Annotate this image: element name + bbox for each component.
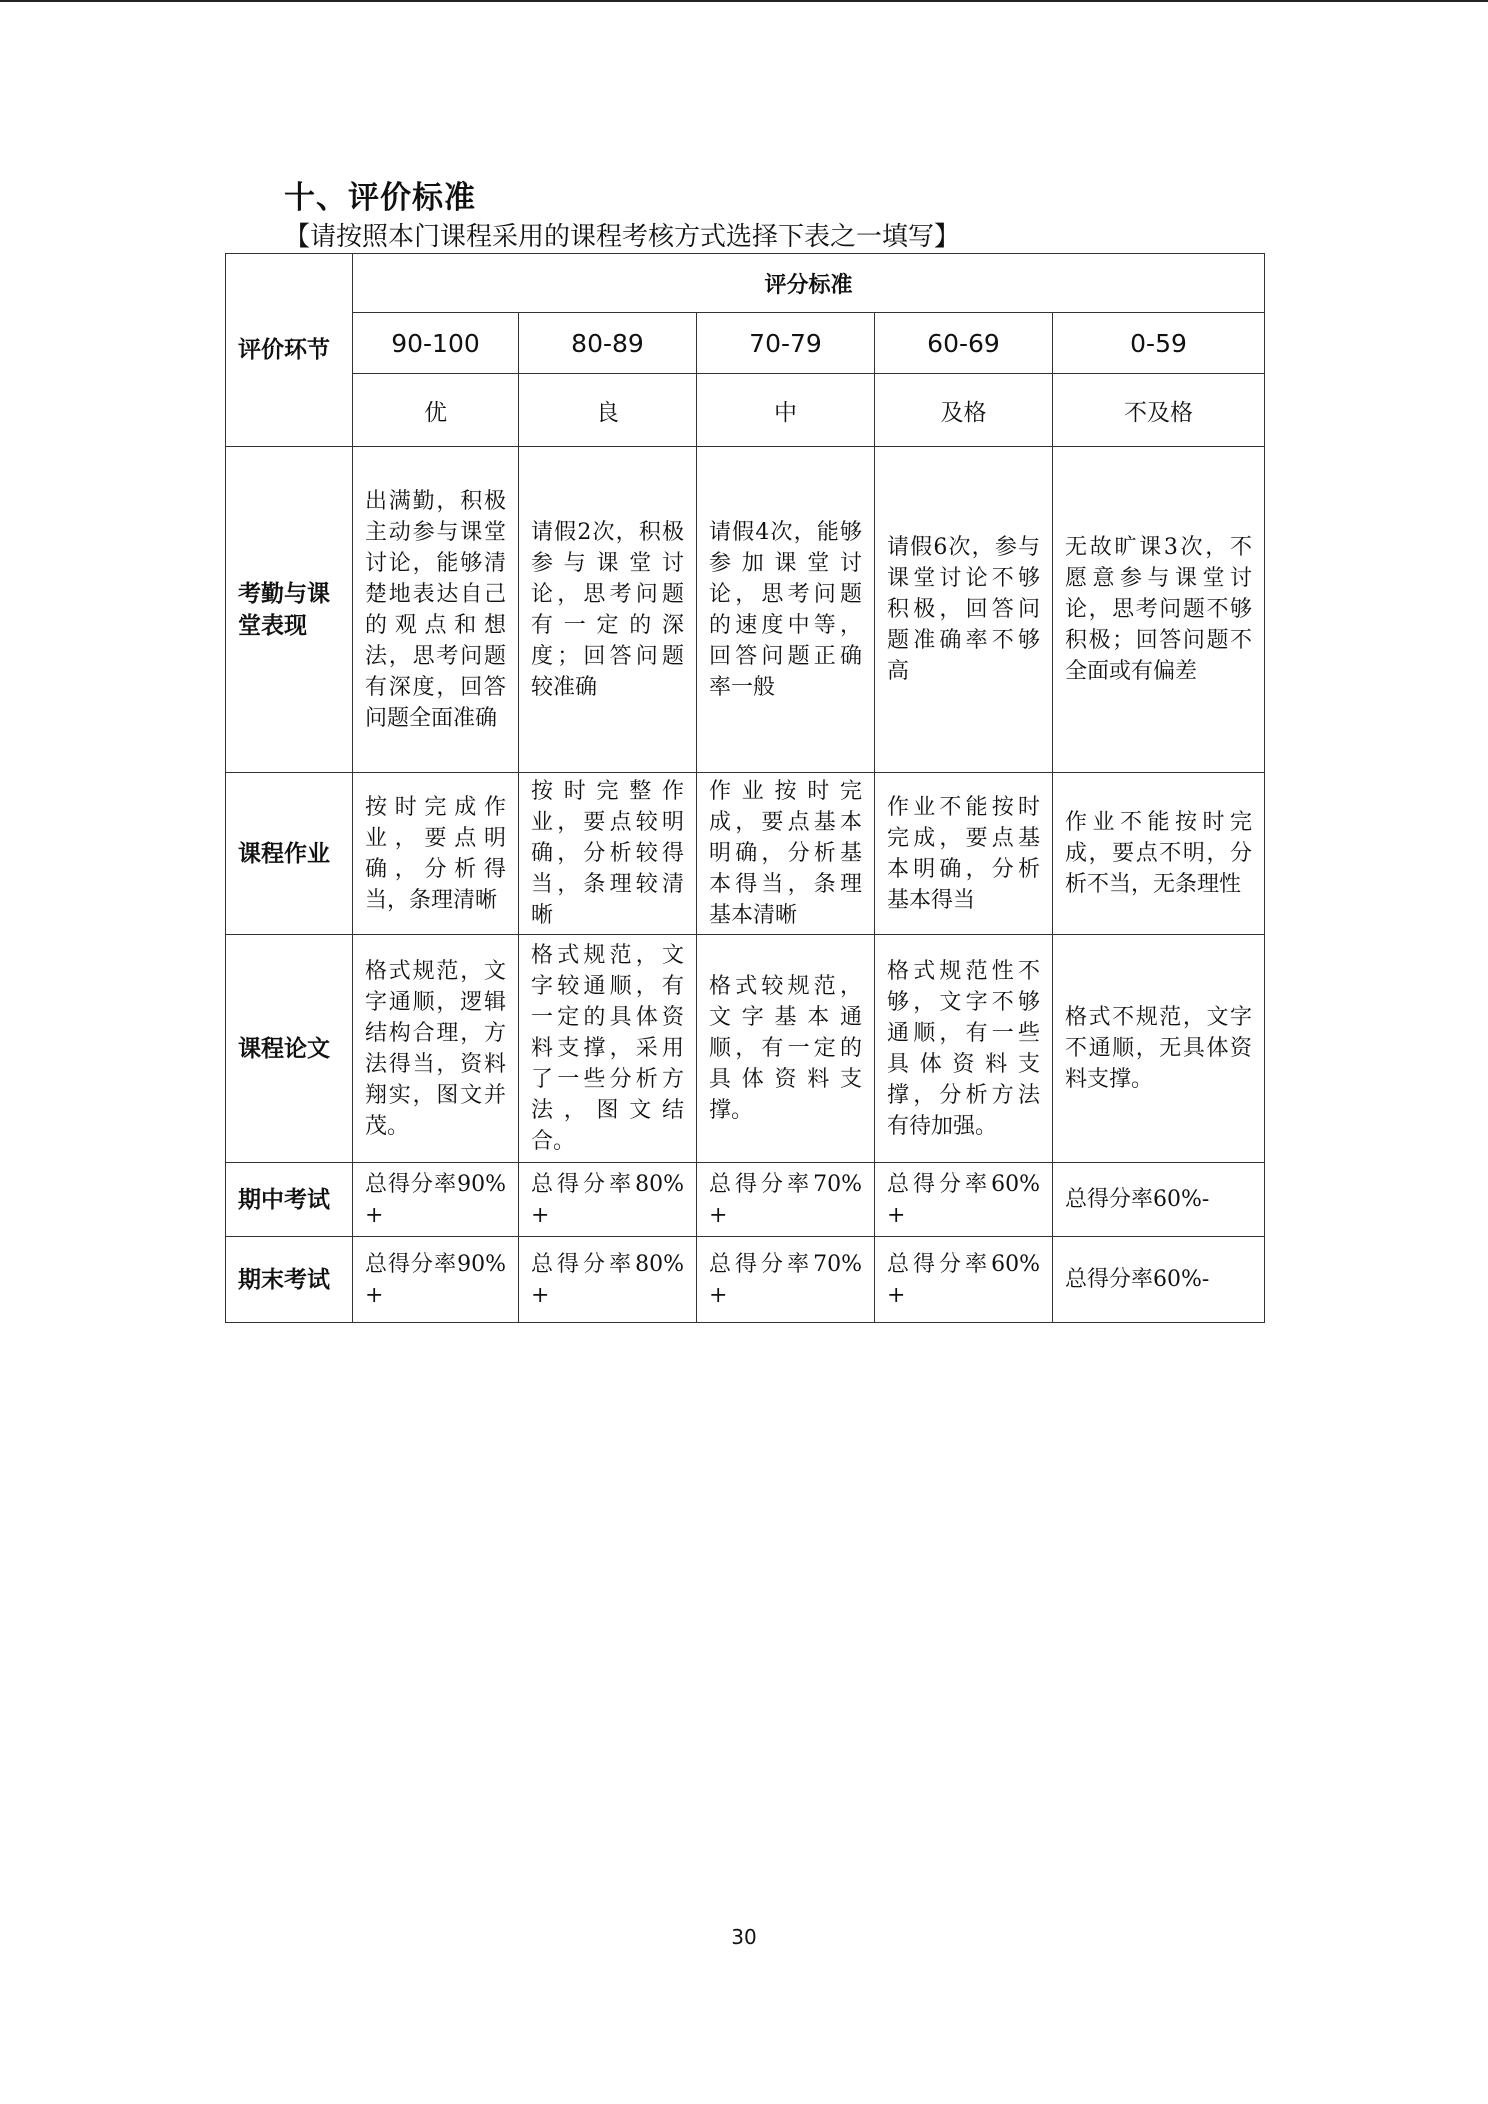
criteria-cell: 总得分率70%+	[697, 1163, 875, 1237]
criteria-cell: 作业不能按时完成，要点不明，分析不当，无条理性	[1053, 773, 1265, 935]
criteria-cell: 总得分率60%+	[875, 1163, 1053, 1237]
criteria-cell: 作业不能按时完成，要点基本明确，分析基本得当	[875, 773, 1053, 935]
section-heading: 十、评价标准	[284, 180, 476, 216]
row-label-cell: 期中考试	[226, 1163, 353, 1237]
criteria-cell: 总得分率90%+	[353, 1237, 519, 1323]
table-row	[226, 1163, 1265, 1237]
score-range-cell: 80-89	[519, 313, 697, 374]
score-range-cell: 70-79	[697, 313, 875, 374]
criteria-cell: 格式规范性不够，文字不够通顺，有一些具体资料支撑，分析方法有待加强。	[875, 935, 1053, 1163]
grade-level-cell: 中	[697, 374, 875, 447]
page-number: 30	[731, 1925, 757, 1949]
row-label-cell: 期末考试	[226, 1237, 353, 1323]
grading-criteria-table	[225, 253, 1265, 1323]
criteria-cell: 总得分率60%-	[1053, 1163, 1265, 1237]
criteria-cell: 总得分率60%+	[875, 1237, 1053, 1323]
row-label-cell: 课程作业	[226, 773, 353, 935]
row-label-cell: 课程论文	[226, 935, 353, 1163]
criteria-cell: 总得分率80%+	[519, 1163, 697, 1237]
criteria-cell: 按时完整作业，要点较明确，分析较得当，条理较清晰	[519, 773, 697, 935]
criteria-cell: 总得分率70%+	[697, 1237, 875, 1323]
row-label-cell: 考勤与课堂表现	[226, 447, 353, 773]
grade-level-cell: 不及格	[1053, 374, 1265, 447]
table-row	[226, 1237, 1265, 1323]
score-range-row	[226, 313, 1265, 374]
criteria-cell: 格式较规范，文字基本通顺，有一定的具体资料支撑。	[697, 935, 875, 1163]
score-range-cell: 90-100	[353, 313, 519, 374]
criteria-cell: 总得分率60%-	[1053, 1237, 1265, 1323]
criteria-cell: 出满勤，积极主动参与课堂讨论，能够清楚地表达自己的观点和想法，思考问题有深度，回答问题全面准确	[353, 447, 519, 773]
table-header-row	[226, 254, 1265, 313]
criteria-cell: 格式规范，文字通顺，逻辑结构合理，方法得当，资料翔实，图文并茂。	[353, 935, 519, 1163]
table-row	[226, 447, 1265, 773]
grade-level-cell: 良	[519, 374, 697, 447]
criteria-cell: 请假6次，参与课堂讨论不够积极，回答问题准确率不够高	[875, 447, 1053, 773]
criteria-cell: 按时完成作业，要点明确，分析得当，条理清晰	[353, 773, 519, 935]
grade-level-cell: 优	[353, 374, 519, 447]
score-range-cell: 0-59	[1053, 313, 1265, 374]
table-row	[226, 935, 1265, 1163]
criteria-cell: 请假4次，能够参加课堂讨论，思考问题的速度中等，回答问题正确率一般	[697, 447, 875, 773]
criteria-cell: 请假2次，积极参与课堂讨论，思考问题有一定的深度；回答问题较准确	[519, 447, 697, 773]
instruction-text: 【请按照本门课程采用的课程考核方式选择下表之一填写】	[284, 222, 961, 252]
criteria-cell: 总得分率80%+	[519, 1237, 697, 1323]
page-top-rule	[0, 0, 1488, 2]
table-row	[226, 773, 1265, 935]
corner-label-cell: 评价环节	[226, 254, 353, 447]
score-range-cell: 60-69	[875, 313, 1053, 374]
grade-level-row	[226, 374, 1265, 447]
criteria-cell: 作业按时完成，要点基本明确，分析基本得当，条理基本清晰	[697, 773, 875, 935]
grade-level-cell: 及格	[875, 374, 1053, 447]
criteria-cell: 无故旷课3次，不愿意参与课堂讨论，思考问题不够积极；回答问题不全面或有偏差	[1053, 447, 1265, 773]
criteria-cell: 格式规范，文字较通顺，有一定的具体资料支撑，采用了一些分析方法，图文结合。	[519, 935, 697, 1163]
criteria-cell: 格式不规范，文字不通顺，无具体资料支撑。	[1053, 935, 1265, 1163]
header-title-cell: 评分标准	[353, 254, 1265, 313]
criteria-cell: 总得分率90%+	[353, 1163, 519, 1237]
